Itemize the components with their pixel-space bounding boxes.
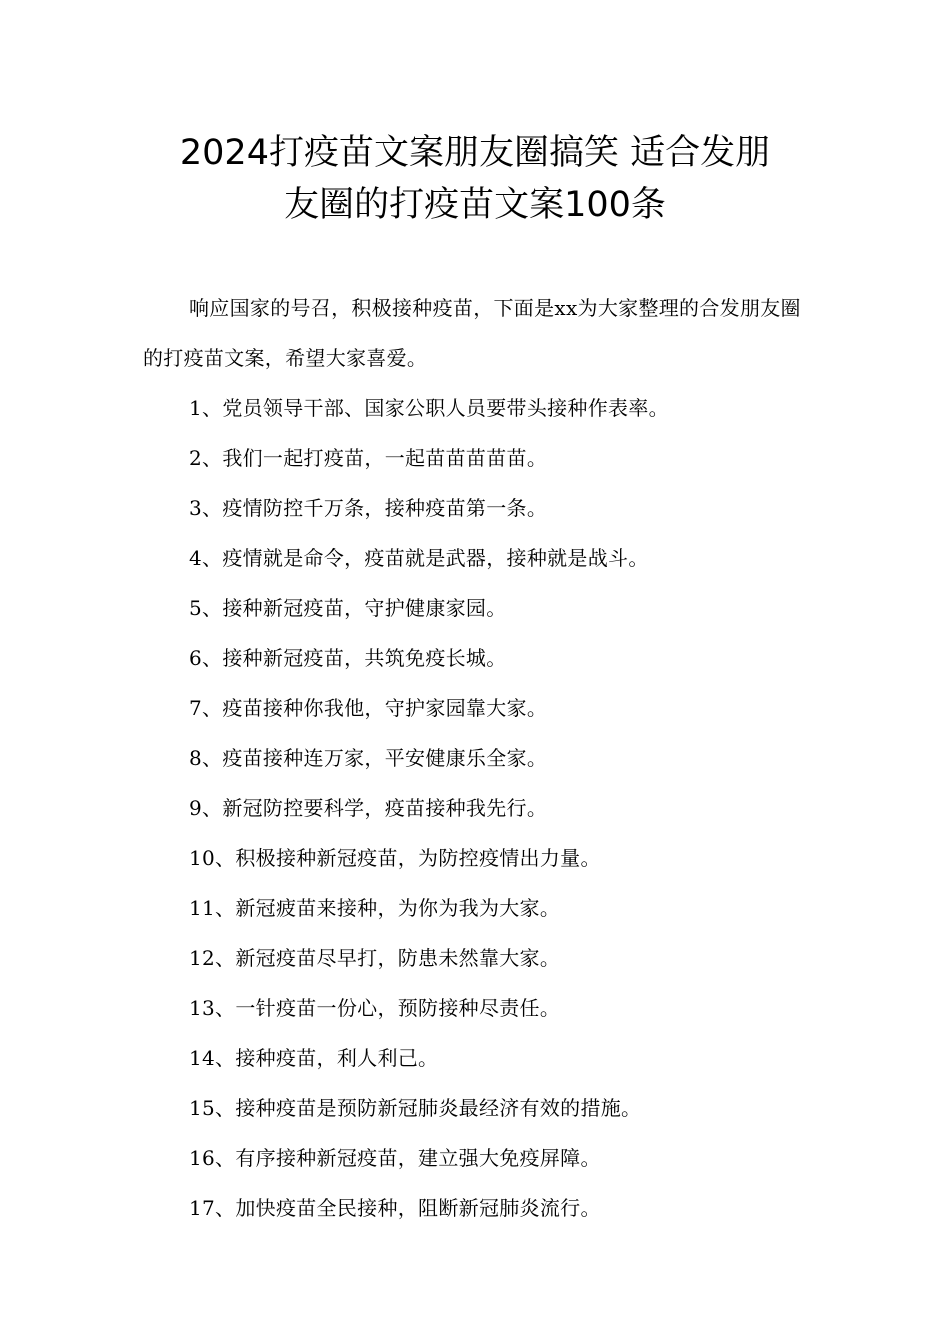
- list-item: 15、接种疫苗是预防新冠肺炎最经济有效的措施。: [189, 1096, 642, 1120]
- title-line: 友圈的打疫苗文案100条: [284, 185, 666, 225]
- list-item: 3、疫情防控千万条，接种疫苗第一条。: [189, 496, 548, 520]
- list-item: 10、积极接种新冠疫苗，为防控疫情出力量。: [189, 846, 601, 870]
- list-item: 16、有序接种新冠疫苗，建立强大免疫屏障。: [189, 1146, 601, 1170]
- list-item: 17、加快疫苗全民接种，阻断新冠肺炎流行。: [189, 1196, 601, 1220]
- title-line: 2024打疫苗文案朋友圈搞笑 适合发朋: [179, 133, 771, 173]
- list-item: 9、新冠防控要科学，疫苗接种我先行。: [189, 796, 548, 820]
- list-item: 14、接种疫苗，利人利己。: [189, 1046, 439, 1070]
- list-item: 2、我们一起打疫苗，一起苗苗苗苗苗。: [189, 446, 548, 470]
- document-body: [143, 283, 813, 1233]
- list-item: 1、党员领导干部、国家公职人员要带头接种作表率。: [189, 396, 669, 420]
- intro-paragraph: 响应国家的号召，积极接种疫苗，下面是xx为大家整理的合发朋友圈的打疫苗文案，希望大家喜爱。: [143, 296, 801, 370]
- slogan-list: [143, 383, 813, 1233]
- list-item: 6、接种新冠疫苗，共筑免疫长城。: [189, 646, 507, 670]
- list-item: 5、接种新冠疫苗，守护健康家园。: [189, 596, 507, 620]
- list-item: 12、新冠疫苗尽早打，防患未然靠大家。: [189, 946, 561, 970]
- list-item: 4、疫情就是命令，疫苗就是武器，接种就是战斗。: [189, 546, 649, 570]
- list-item: 7、疫苗接种你我他，守护家园靠大家。: [189, 696, 548, 720]
- document-title: [140, 127, 810, 231]
- list-item: 8、疫苗接种连万家，平安健康乐全家。: [189, 746, 548, 770]
- list-item: 13、一针疫苗一份心，预防接种尽责任。: [189, 996, 561, 1020]
- list-item: 11、新冠疲苗来接种，为你为我为大家。: [189, 896, 561, 920]
